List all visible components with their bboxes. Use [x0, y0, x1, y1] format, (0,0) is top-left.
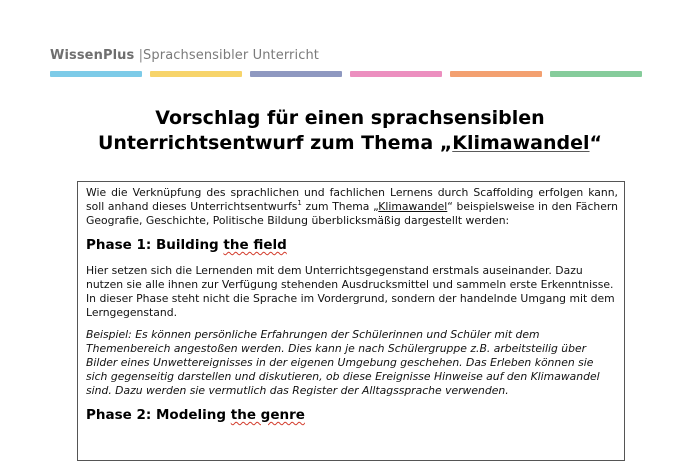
stripe-pink [350, 71, 442, 77]
stripe-orange [450, 71, 542, 77]
phase-1-heading [86, 238, 618, 252]
title-line-2-suffix: “ [589, 132, 603, 154]
document-title [40, 106, 660, 156]
phase-1-heading-prefix: Phase 1: Building [86, 237, 224, 253]
stripe-indigo [250, 71, 342, 77]
document-header [50, 48, 319, 63]
color-stripes [50, 71, 642, 77]
phase-1-text: Hier setzen sich die Lernenden mit dem Unterrichtsgegenstand erstmals auseinander. Dazu nutzen sie alle ihnen zur Verfügung stehenden Ausdrucksmittel und sammeln erste Erkenntnisse. In dieser Phase steht nicht die Sprache im Vordergrund, sondern der handelnde Umgang mit dem Lerngegenstand. [86, 264, 615, 319]
header-subtitle: Sprachsensibler Unterricht [143, 48, 319, 63]
title-keyword: Klimawandel [452, 132, 590, 154]
title-line-2-prefix: Unterrichtsentwurf zum Thema „ [97, 132, 453, 154]
header-separator: | [138, 48, 144, 63]
intro-text-1: Wie die Verknüpfung des sprachlichen und fachlichen Lernens durch Scaffolding erfolgen kann, soll anhand dieses Unterrichtsentwurfs [86, 186, 618, 213]
title-line-2 [40, 131, 660, 156]
phase-2-heading-tail: the genre [230, 407, 305, 423]
intro-text-2: zum Thema „ [301, 200, 379, 213]
content-box [77, 181, 625, 461]
intro-keyword: Klimawandel [378, 200, 448, 213]
footnote-marker[interactable]: 1 [297, 199, 302, 207]
intro-text-3: “ beispielsweise in den Fächern Geografie, Geschichte, Politische Bildung überblicksmäßig dargestellt werden: [86, 200, 619, 227]
phase-2-heading-prefix: Phase 2: Modeling [86, 407, 231, 423]
stripe-yellow [150, 71, 242, 77]
intro-paragraph [86, 186, 618, 228]
phase-1-example: Beispiel: Es können persönliche Erfahrungen der Schülerinnen und Schüler mit dem Themenbereich angestoßen werden. Dies kann je nach Schülergruppe z.B. arbeitsteilig über Bilder eines Unwettereignisses in der eigenen Umgebung geschehen. Das Erleben können sie sich gegenseitig darstellen und diskutieren, ob diese Ereignisse Hinweise auf den Klimawandel sind. Dazu werden sie vermutlich das Register der Alltagssprache verwenden. [86, 328, 600, 397]
stripe-blue [50, 71, 142, 77]
phase-1-heading-tail: the field [223, 237, 287, 253]
title-line-1: Vorschlag für einen sprachsensiblen [155, 107, 545, 129]
brand-name: WissenPlus [50, 48, 135, 63]
stripe-green [550, 71, 642, 77]
phase-2-heading [86, 408, 618, 422]
